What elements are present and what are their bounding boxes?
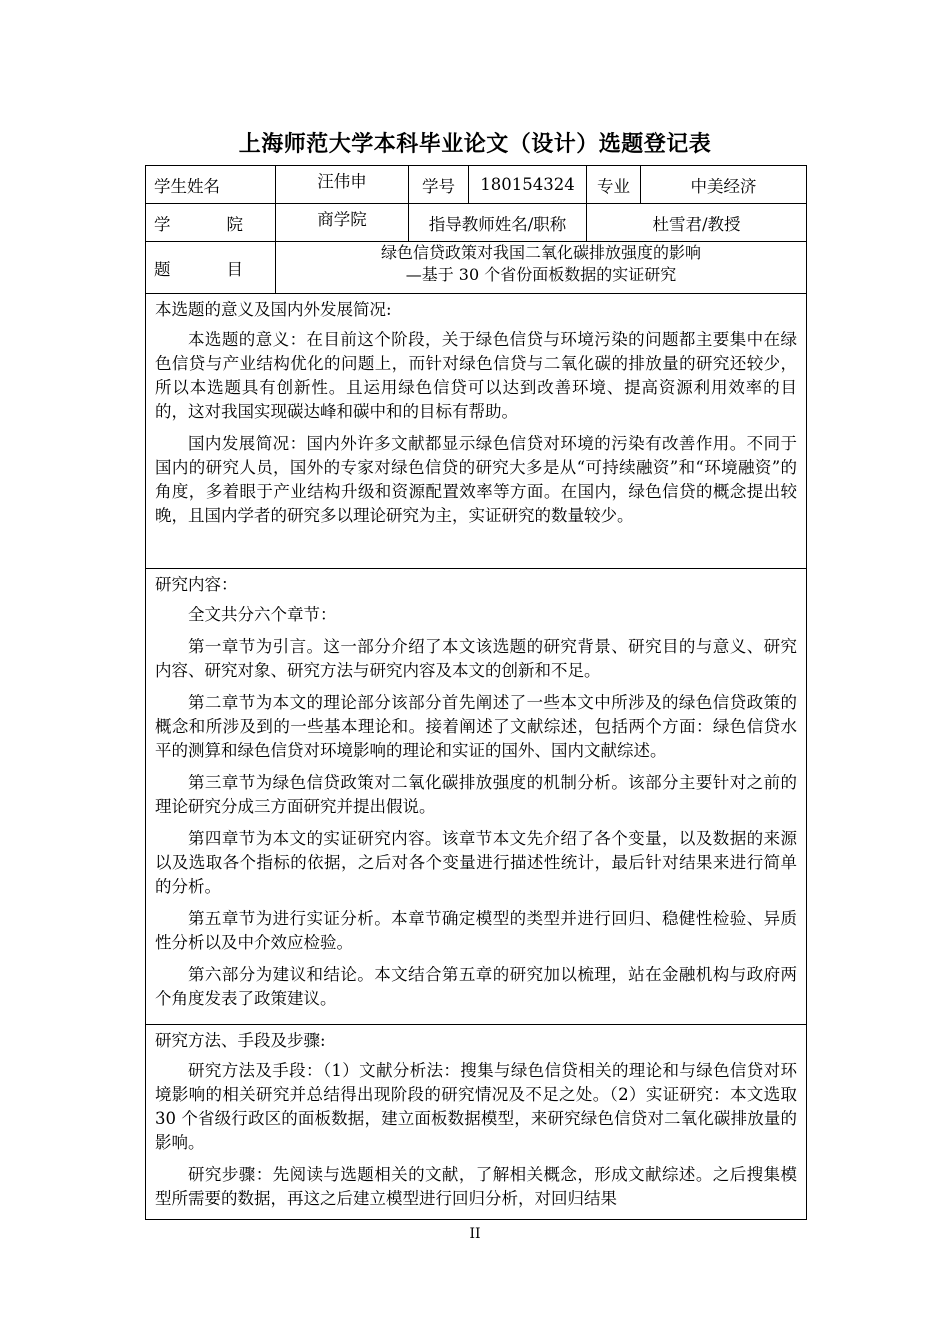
row-methods <box>146 1025 807 1220</box>
advisor-value: 杜雪君/教授 <box>587 204 807 242</box>
steps-paragraph: 研究步骤：先阅读与选题相关的文献，了解相关概念，形成文献综述。之后搜集模型所需要的数据，再这之后建立模型进行回归分析，对回归结果 <box>155 1165 797 1208</box>
content-paragraph: 第二章节为本文的理论部分该部分首先阐述了一些本文中所涉及的绿色信贷政策的概念和所涉及到的一些基本理论和。接着阐述了文献综述，包括两个方面：绿色信贷水平的测算和绿色信贷对环境影响的理论和实证的国外、国内文献综述。 <box>155 693 797 760</box>
topic-value <box>276 242 807 294</box>
row-college <box>146 204 807 242</box>
content-paragraph: 全文共分六个章节： <box>188 605 337 624</box>
content-section <box>146 569 807 1025</box>
methods-paragraph: 研究方法及手段：（1）文献分析法：搜集与绿色信贷相关的理论和与绿色信贷对环境影响的相关研究并总结得出现阶段的研究情况及不足之处。（2）实证研究：本文选取 30 个省级行政区的面板数据，建立面板数据模型，来研究绿色信贷对二氧化碳排放量的影响。 <box>155 1061 797 1152</box>
registration-table <box>145 165 807 1220</box>
row-significance <box>146 294 807 569</box>
methods-heading: 研究方法、手段及步骤: <box>155 1031 326 1050</box>
significance-heading: 本选题的意义及国内外发展简况: <box>155 300 392 319</box>
content-heading: 研究内容： <box>155 575 238 594</box>
college-label-left: 学 <box>154 214 171 234</box>
methods-section <box>146 1025 807 1220</box>
content-paragraph: 第四章节为本文的实证研究内容。该章节本文先介绍了各个变量，以及数据的来源以及选取各个指标的依据，之后对各个变量进行描述性统计，最后针对结果来进行简单的分析。 <box>155 829 797 896</box>
row-content <box>146 569 807 1025</box>
student-name-value: 汪伟申 <box>276 166 409 204</box>
significance-paragraph: 本选题的意义：在目前这个阶段，关于绿色信贷与环境污染的问题都主要集中在绿色信贷与产业结构优化的问题上，而针对绿色信贷与二氧化碳的排放量的研究还较少，所以本选题具有创新性。且运用绿色信贷可以达到改善环境、提高资源利用效率的目的，这对我国实现碳达峰和碳中和的目标有帮助。 <box>155 330 797 421</box>
topic-label <box>146 242 276 294</box>
advisor-label: 指导教师姓名/职称 <box>409 204 587 242</box>
content-paragraph: 第一章节为引言。这一部分介绍了本文该选题的研究背景、研究目的与意义、研究内容、研究对象、研究方法与研究内容及本文的创新和不足。 <box>155 637 797 680</box>
content-paragraph: 第六部分为建议和结论。本文结合第五章的研究加以梳理，站在金融机构与政府两个角度发表了政策建议。 <box>155 965 797 1008</box>
topic-line-2: —基于 30 个省份面板数据的实证研究 <box>405 265 677 284</box>
student-name-label: 学生姓名 <box>146 166 276 204</box>
significance-section <box>146 294 807 569</box>
student-id-label: 学号 <box>409 166 469 204</box>
row-topic <box>146 242 807 294</box>
domestic-development-paragraph: 国内发展简况：国内外许多文献都显示绿色信贷对环境的污染有改善作用。不同于国内的研究人员，国外的专家对绿色信贷的研究大多是从“可持续融资”和“环境融资”的角度，多着眼于产业结构升级和资源配置效率等方面。在国内，绿色信贷的概念提出较晚，且国内学者的研究多以理论研究为主，实证研究的数量较少。 <box>155 434 797 525</box>
major-label: 专业 <box>587 166 641 204</box>
page-number: II <box>469 1226 481 1242</box>
topic-line-1: 绿色信贷政策对我国二氧化碳排放强度的影响 <box>380 243 701 262</box>
form-title: 上海师范大学本科毕业论文（设计）选题登记表 <box>238 132 712 157</box>
major-value: 中美经济 <box>641 166 807 204</box>
topic-label-left: 题 <box>154 259 171 279</box>
content-paragraph: 第五章节为进行实证分析。本章节确定模型的类型并进行回归、稳健性检验、异质性分析以及中介效应检验。 <box>155 909 797 952</box>
college-value: 商学院 <box>276 204 409 242</box>
college-label <box>146 204 276 242</box>
student-id-value: 180154324 <box>469 166 587 204</box>
content-paragraph: 第三章节为绿色信贷政策对二氧化碳排放强度的机制分析。该部分主要针对之前的理论研究分成三方面研究并提出假说。 <box>155 773 797 816</box>
college-label-right: 院 <box>226 214 243 234</box>
topic-label-right: 目 <box>226 259 243 279</box>
row-student-info <box>146 166 807 204</box>
